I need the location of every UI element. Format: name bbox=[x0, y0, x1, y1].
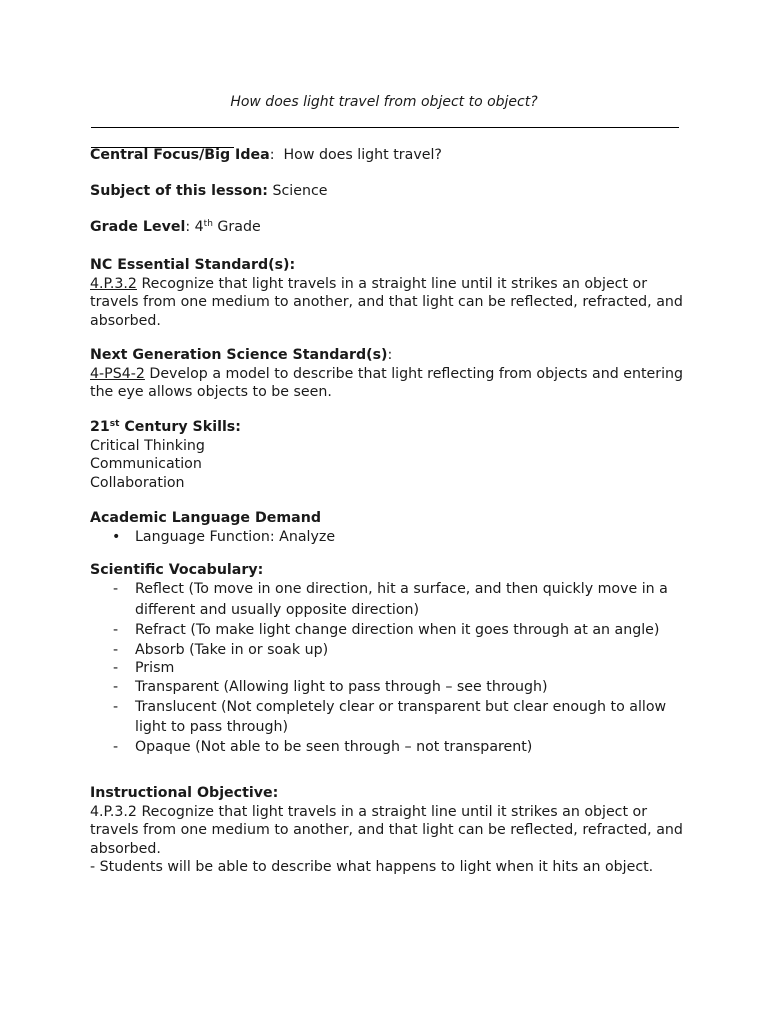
ngss-section: Next Generation Science Standard(s): 4-PS4-2 Develop a model to describe that light reflecting from objects and entering the eye allows objects to be seen. bbox=[90, 346, 690, 402]
central-focus-label: Central Focus/Big Idea bbox=[90, 147, 270, 163]
grade-suffix: th bbox=[203, 219, 213, 229]
skill-item: Critical Thinking bbox=[90, 437, 205, 454]
academic-language-section bbox=[90, 509, 690, 546]
ngss-heading: Next Generation Science Standard(s) bbox=[90, 347, 388, 363]
vocabulary-heading: Scientific Vocabulary: bbox=[90, 562, 264, 578]
academic-language-list bbox=[90, 528, 690, 547]
grade-label: Grade Level bbox=[90, 219, 186, 235]
dash-icon: - bbox=[113, 698, 119, 715]
grade-section: Grade Level: 4th Grade bbox=[90, 219, 261, 235]
nc-standard-text: Recognize that light travels in a straight line until it strikes an object or travels from one medium to another, and that light can be reflected, refracted, and absorbed. bbox=[90, 275, 683, 329]
skills-section bbox=[90, 418, 690, 492]
list-item: - Opaque (Not able to be seen through – not transparent) bbox=[113, 738, 533, 755]
central-focus-value: How does light travel? bbox=[283, 147, 442, 163]
list-item: - Absorb (Take in or soak up) bbox=[113, 641, 329, 658]
vocabulary-section bbox=[90, 561, 690, 756]
ngss-body bbox=[90, 365, 690, 402]
dash-icon: - bbox=[113, 641, 119, 658]
objective-standard: 4.P.3.2 Recognize that light travels in a straight line until it strikes an object or travels from one medium to another, and that light can be reflected, refracted, and absorbed. bbox=[90, 803, 683, 857]
grade-number: 4 bbox=[194, 219, 204, 235]
subject-label: Subject of this lesson: bbox=[90, 183, 268, 199]
dash-icon: - bbox=[113, 581, 119, 597]
dash-icon: - bbox=[113, 622, 119, 638]
list-item: - Translucent (Not completely clear or transparent but clear enough to allow light to pass through) bbox=[113, 698, 667, 736]
skills-heading: 21st Century Skills: bbox=[90, 419, 241, 435]
vocabulary-list bbox=[90, 579, 690, 756]
title-rule bbox=[91, 127, 679, 128]
list-item: - Prism bbox=[113, 660, 175, 677]
list-item: - Transparent (Allowing light to pass through – see through) bbox=[113, 678, 548, 695]
list-item: - Refract (To make light change direction when it goes through at an angle) bbox=[90, 620, 690, 641]
central-focus-section: Central Focus/Big Idea: How does light travel? bbox=[90, 147, 442, 163]
academic-language-heading: Academic Language Demand bbox=[90, 510, 322, 526]
nc-standard-section bbox=[90, 256, 690, 330]
objective-student-goal: - Students will be able to describe what happens to light when it hits an object. bbox=[90, 859, 654, 876]
skill-item: Communication bbox=[90, 456, 202, 473]
dash-icon: - bbox=[113, 660, 119, 677]
nc-standard-body bbox=[90, 275, 690, 331]
subject-value: Science bbox=[272, 183, 328, 199]
skill-item: Collaboration bbox=[90, 474, 185, 491]
nc-standard-heading: NC Essential Standard(s): bbox=[90, 257, 296, 273]
dash-icon: - bbox=[113, 678, 119, 695]
ngss-code: 4-PS4-2 bbox=[90, 365, 145, 382]
objective-heading: Instructional Objective: bbox=[90, 785, 279, 801]
bullet-icon: • bbox=[112, 528, 121, 545]
dash-icon: - bbox=[113, 738, 119, 755]
page-title: How does light travel from object to object? bbox=[230, 94, 538, 110]
subject-section bbox=[90, 182, 690, 201]
objective-section bbox=[90, 784, 690, 877]
ngss-text: Develop a model to describe that light reflecting from objects and entering the eye allows objects to be seen. bbox=[90, 365, 684, 401]
list-item: - Reflect (To move in one direction, hit a surface, and then quickly move in a different and usually opposite direction) bbox=[113, 581, 668, 618]
nc-standard-code: 4.P.3.2 bbox=[90, 275, 137, 292]
grade-word: Grade bbox=[217, 219, 261, 235]
list-item: • Language Function: Analyze bbox=[112, 528, 336, 545]
